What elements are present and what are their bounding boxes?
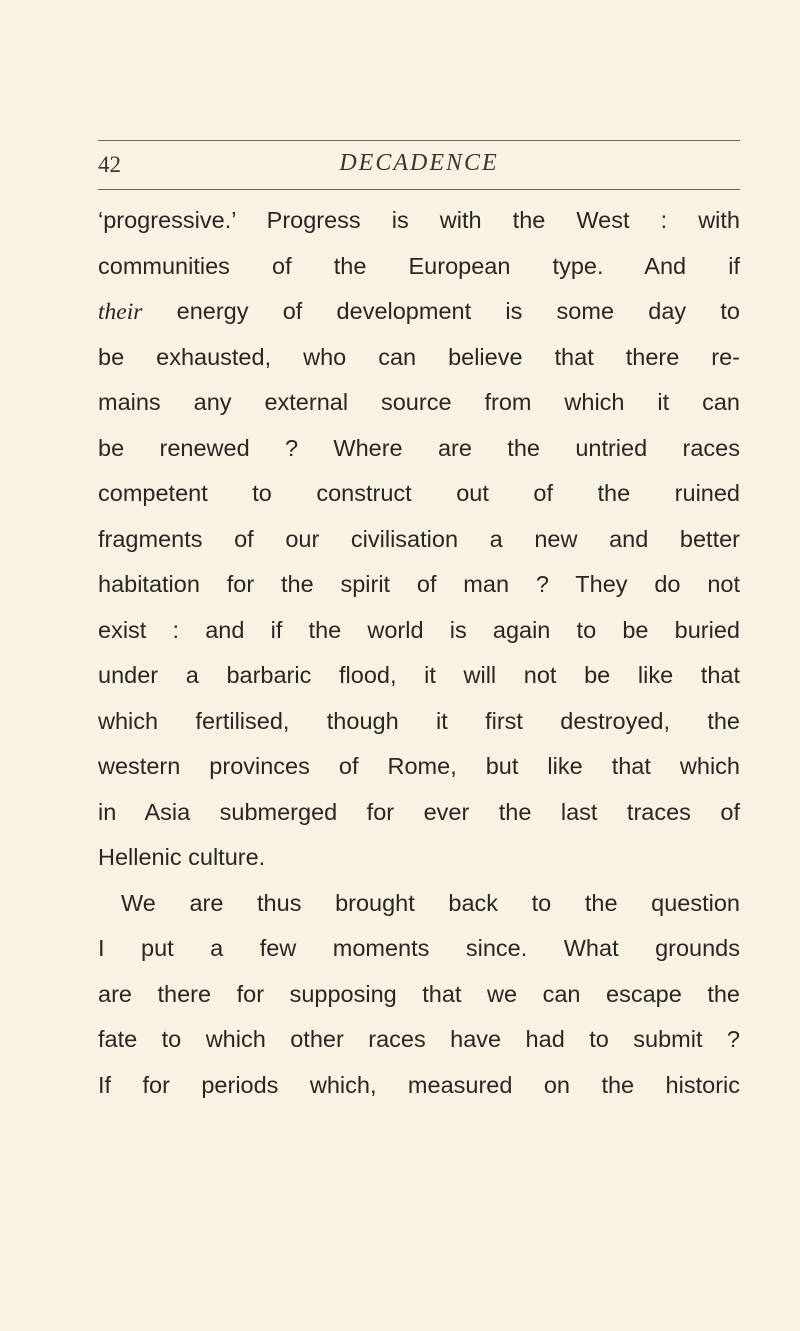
text-line: We are thus brought back to the question — [121, 889, 740, 916]
italic-word: their — [98, 299, 143, 325]
text-line: competent to construct out of the ruined — [98, 480, 740, 506]
text-line: communities of the European type. And if — [98, 252, 740, 279]
text-line: in Asia submerged for ever the last traces of — [98, 798, 740, 825]
text-line: fate to which other races have had to submit ? — [98, 1026, 740, 1052]
text-line: mains any external source from which it can — [98, 389, 740, 415]
text-line: be exhausted, who can believe that there re- — [98, 343, 740, 370]
text-line: I put a few moments since. What grounds — [98, 935, 740, 961]
text-line: Hellenic culture. — [98, 844, 266, 870]
text-line: which fertilised, though it first destroyed, the — [98, 707, 740, 734]
text-line: be renewed ? Where are the untried races — [98, 434, 740, 461]
text-line: ‘progressive.’ Progress is with the West : with — [98, 207, 740, 233]
text-line: under a barbaric flood, it will not be like that — [98, 662, 740, 688]
header-rule-bottom — [98, 189, 740, 190]
text-line: fragments of our civilisation a new and better — [98, 525, 740, 552]
text-line: If for periods which, measured on the historic — [98, 1071, 740, 1098]
text-line: exist : and if the world is again to be buried — [98, 616, 740, 643]
page-number: 42 — [98, 152, 121, 177]
text-line — [98, 289, 740, 335]
text-line: western provinces of Rome, but like that which — [98, 753, 740, 779]
body-text — [98, 198, 740, 1108]
text-line: are there for supposing that we can escape the — [98, 980, 740, 1007]
header-rule-top — [98, 140, 740, 141]
running-title: DECADENCE — [339, 150, 499, 176]
page-header — [98, 148, 740, 182]
text-line-rest: energy of development is some day to — [142, 298, 740, 324]
text-line: habitation for the spirit of man ? They do not — [98, 571, 740, 597]
